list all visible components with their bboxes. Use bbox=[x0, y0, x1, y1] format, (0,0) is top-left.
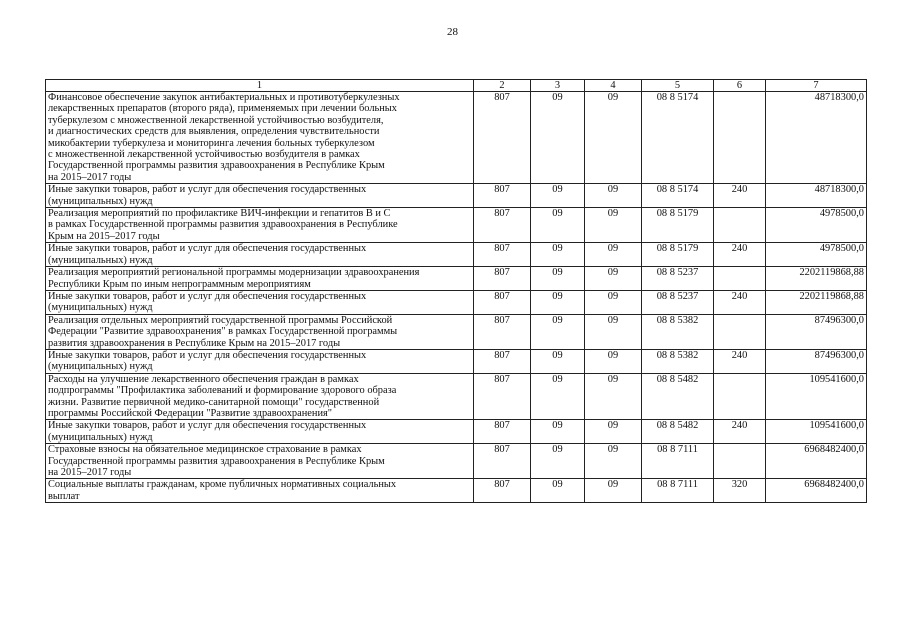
target-article-cell: 08 8 5174 bbox=[642, 92, 714, 184]
description-line: микобактерии туберкулеза и мониторинга лечения больных туберкулезом bbox=[48, 137, 375, 149]
subsection-code-cell: 09 bbox=[585, 373, 642, 420]
expense-type-cell bbox=[714, 267, 766, 291]
target-article-cell: 08 8 5382 bbox=[642, 314, 714, 349]
ministry-code-cell: 807 bbox=[474, 290, 531, 314]
description-line: программы Российской Федерации "Развитие здравоохранения" bbox=[48, 407, 333, 419]
row-description bbox=[46, 243, 474, 267]
ministry-code-cell: 807 bbox=[474, 444, 531, 479]
section-code-cell: 09 bbox=[531, 184, 585, 208]
column-header: 7 bbox=[766, 80, 867, 92]
description-line: на 2015–2017 годы bbox=[48, 171, 132, 183]
column-header: 6 bbox=[714, 80, 766, 92]
subsection-code-cell: 09 bbox=[585, 290, 642, 314]
row-description bbox=[46, 314, 474, 349]
column-header: 1 bbox=[46, 80, 474, 92]
ministry-code-cell: 807 bbox=[474, 349, 531, 373]
amount-cell: 6968482400,0 bbox=[766, 479, 867, 503]
expense-type-cell bbox=[714, 373, 766, 420]
description-line: Реализация мероприятий по профилактике ВИЧ-инфекции и гепатитов В и С bbox=[48, 208, 391, 220]
table-row bbox=[46, 184, 867, 208]
amount-cell: 4978500,0 bbox=[766, 243, 867, 267]
row-description bbox=[46, 267, 474, 291]
amount-cell: 87496300,0 bbox=[766, 349, 867, 373]
ministry-code-cell: 807 bbox=[474, 479, 531, 503]
table-row bbox=[46, 349, 867, 373]
expense-type-cell bbox=[714, 314, 766, 349]
section-code-cell: 09 bbox=[531, 208, 585, 243]
description-line: с множественной лекарственной устойчивостью возбудителя в рамках bbox=[48, 149, 360, 161]
row-description bbox=[46, 184, 474, 208]
description-line: Расходы на улучшение лекарственного обеспечения граждан в рамках bbox=[48, 373, 359, 385]
section-code-cell: 09 bbox=[531, 290, 585, 314]
description-line: Иные закупки товаров, работ и услуг для обеспечения государственных bbox=[48, 243, 367, 255]
description-line: Государственной программы развития здравоохранения в Республике Крым bbox=[48, 160, 385, 172]
section-code-cell: 09 bbox=[531, 267, 585, 291]
table-row bbox=[46, 444, 867, 479]
row-description bbox=[46, 92, 474, 184]
amount-cell: 48718300,0 bbox=[766, 92, 867, 184]
target-article-cell: 08 8 5482 bbox=[642, 420, 714, 444]
target-article-cell: 08 8 5237 bbox=[642, 290, 714, 314]
amount-cell: 109541600,0 bbox=[766, 373, 867, 420]
table-row bbox=[46, 208, 867, 243]
section-code-cell: 09 bbox=[531, 420, 585, 444]
description-line: Государственной программы развития здравоохранения в Республике Крым bbox=[48, 455, 385, 467]
description-line: Финансовое обеспечение закупок антибактериальных и противотуберкулезных bbox=[48, 92, 400, 103]
table-row bbox=[46, 92, 867, 184]
row-description bbox=[46, 444, 474, 479]
table-row bbox=[46, 267, 867, 291]
description-line: туберкулезом с множественной лекарственной устойчивостью возбудителя, bbox=[48, 114, 384, 126]
subsection-code-cell: 09 bbox=[585, 479, 642, 503]
section-code-cell: 09 bbox=[531, 92, 585, 184]
description-line: Реализация мероприятий региональной программы модернизации здравоохранения bbox=[48, 267, 420, 279]
description-line: (муниципальных) нужд bbox=[48, 302, 153, 314]
target-article-cell: 08 8 5482 bbox=[642, 373, 714, 420]
description-line: и диагностических средств для выявления, определения чувствительности bbox=[48, 126, 380, 138]
expense-type-cell: 240 bbox=[714, 349, 766, 373]
description-line: в рамках Государственной программы развития здравоохранения в Республике bbox=[48, 219, 398, 231]
section-code-cell: 09 bbox=[531, 373, 585, 420]
row-description bbox=[46, 349, 474, 373]
section-code-cell: 09 bbox=[531, 444, 585, 479]
target-article-cell: 08 8 5179 bbox=[642, 243, 714, 267]
page-number: 28 bbox=[447, 26, 458, 38]
subsection-code-cell: 09 bbox=[585, 243, 642, 267]
table-row bbox=[46, 243, 867, 267]
target-article-cell: 08 8 5237 bbox=[642, 267, 714, 291]
section-code-cell: 09 bbox=[531, 243, 585, 267]
section-code-cell: 09 bbox=[531, 314, 585, 349]
row-description bbox=[46, 290, 474, 314]
expense-type-cell: 240 bbox=[714, 184, 766, 208]
target-article-cell: 08 8 5382 bbox=[642, 349, 714, 373]
ministry-code-cell: 807 bbox=[474, 208, 531, 243]
table-row bbox=[46, 373, 867, 420]
amount-cell: 4978500,0 bbox=[766, 208, 867, 243]
amount-cell: 6968482400,0 bbox=[766, 444, 867, 479]
section-code-cell: 09 bbox=[531, 479, 585, 503]
description-line: выплат bbox=[48, 490, 80, 502]
budget-table bbox=[45, 79, 867, 503]
subsection-code-cell: 09 bbox=[585, 208, 642, 243]
amount-cell: 109541600,0 bbox=[766, 420, 867, 444]
description-line: на 2015–2017 годы bbox=[48, 467, 132, 478]
expense-type-cell: 320 bbox=[714, 479, 766, 503]
description-line: Республики Крым по иным непрограммным мероприятиям bbox=[48, 278, 311, 290]
description-line: (муниципальных) нужд bbox=[48, 431, 153, 443]
table-row bbox=[46, 420, 867, 444]
expense-type-cell: 240 bbox=[714, 243, 766, 267]
column-header: 2 bbox=[474, 80, 531, 92]
subsection-code-cell: 09 bbox=[585, 267, 642, 291]
row-description bbox=[46, 479, 474, 503]
row-description bbox=[46, 208, 474, 243]
column-header: 3 bbox=[531, 80, 585, 92]
description-line: Иные закупки товаров, работ и услуг для обеспечения государственных bbox=[48, 290, 367, 302]
description-line: лекарственных препаратов (второго ряда), применяемых при лечении больных bbox=[48, 103, 397, 115]
description-line: Иные закупки товаров, работ и услуг для обеспечения государственных bbox=[48, 184, 367, 196]
description-line: Федерации "Развитие здравоохранения" в рамках Государственной программы bbox=[48, 326, 398, 338]
subsection-code-cell: 09 bbox=[585, 184, 642, 208]
description-line: (муниципальных) нужд bbox=[48, 361, 153, 373]
description-line: Реализация отдельных мероприятий государственной программы Российской bbox=[48, 314, 393, 326]
expense-type-cell: 240 bbox=[714, 290, 766, 314]
target-article-cell: 08 8 5179 bbox=[642, 208, 714, 243]
ministry-code-cell: 807 bbox=[474, 267, 531, 291]
amount-cell: 2202119868,88 bbox=[766, 267, 867, 291]
subsection-code-cell: 09 bbox=[585, 92, 642, 184]
column-number-row bbox=[46, 80, 867, 92]
description-line: (муниципальных) нужд bbox=[48, 254, 153, 266]
expense-type-cell bbox=[714, 444, 766, 479]
amount-cell: 48718300,0 bbox=[766, 184, 867, 208]
target-article-cell: 08 8 7111 bbox=[642, 479, 714, 503]
amount-cell: 87496300,0 bbox=[766, 314, 867, 349]
description-line: жизни. Развитие первичной медико-санитарной помощи" государственной bbox=[48, 396, 380, 408]
description-line: Социальные выплаты гражданам, кроме публичных нормативных социальных bbox=[48, 479, 397, 491]
expense-type-cell bbox=[714, 92, 766, 184]
column-header: 4 bbox=[585, 80, 642, 92]
row-description bbox=[46, 373, 474, 420]
ministry-code-cell: 807 bbox=[474, 92, 531, 184]
description-line: Крым на 2015–2017 годы bbox=[48, 230, 160, 242]
ministry-code-cell: 807 bbox=[474, 420, 531, 444]
description-line: развития здравоохранения в Республике Крым на 2015–2017 годы bbox=[48, 337, 341, 349]
description-line: Иные закупки товаров, работ и услуг для обеспечения государственных bbox=[48, 420, 367, 432]
ministry-code-cell: 807 bbox=[474, 243, 531, 267]
subsection-code-cell: 09 bbox=[585, 444, 642, 479]
expense-type-cell: 240 bbox=[714, 420, 766, 444]
ministry-code-cell: 807 bbox=[474, 314, 531, 349]
description-line: Страховые взносы на обязательное медицинское страхование в рамках bbox=[48, 444, 362, 456]
target-article-cell: 08 8 5174 bbox=[642, 184, 714, 208]
target-article-cell: 08 8 7111 bbox=[642, 444, 714, 479]
table-row bbox=[46, 479, 867, 503]
section-code-cell: 09 bbox=[531, 349, 585, 373]
ministry-code-cell: 807 bbox=[474, 373, 531, 420]
subsection-code-cell: 09 bbox=[585, 349, 642, 373]
subsection-code-cell: 09 bbox=[585, 420, 642, 444]
ministry-code-cell: 807 bbox=[474, 184, 531, 208]
description-line: Иные закупки товаров, работ и услуг для обеспечения государственных bbox=[48, 349, 367, 361]
expense-type-cell bbox=[714, 208, 766, 243]
table-row bbox=[46, 314, 867, 349]
amount-cell: 2202119868,88 bbox=[766, 290, 867, 314]
subsection-code-cell: 09 bbox=[585, 314, 642, 349]
description-line: (муниципальных) нужд bbox=[48, 195, 153, 207]
table-row bbox=[46, 290, 867, 314]
column-header: 5 bbox=[642, 80, 714, 92]
row-description bbox=[46, 420, 474, 444]
description-line: подпрограммы "Профилактика заболеваний и формирование здорового образа bbox=[48, 385, 397, 397]
